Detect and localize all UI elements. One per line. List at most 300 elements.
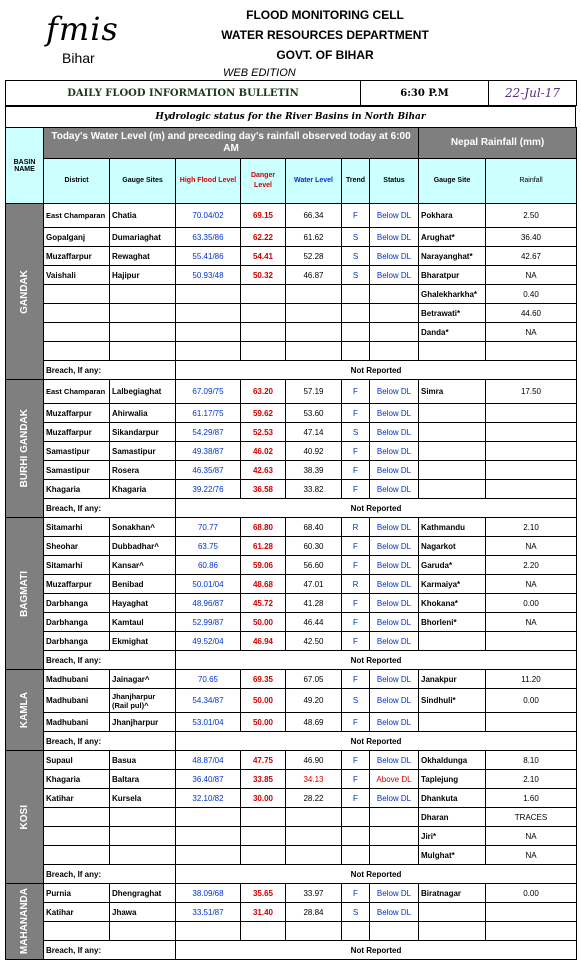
danger-level-cell: 45.72 xyxy=(241,594,286,613)
water-level-cell xyxy=(286,323,342,342)
high-flood-level-cell: 63.75 xyxy=(176,537,241,556)
danger-level-cell: 59.62 xyxy=(241,404,286,423)
rainfall-cell xyxy=(486,922,577,941)
water-level-cell xyxy=(286,285,342,304)
high-flood-level-cell: 49.38/87 xyxy=(176,442,241,461)
danger-level-cell: 68.80 xyxy=(241,518,286,537)
gauge-site-cell: Khagaria xyxy=(110,480,176,499)
water-level-cell xyxy=(286,304,342,323)
gauge-sites-header: Gauge Sites xyxy=(110,159,176,204)
danger-level-cell: 42.63 xyxy=(241,461,286,480)
water-level-cell: 67.05 xyxy=(286,670,342,689)
status-cell: Above DL xyxy=(370,770,419,789)
water-level-col-header: Water Level xyxy=(286,159,342,204)
gauge-site-cell: Dubbadhar^ xyxy=(110,537,176,556)
nepal-gauge-cell: Dharan xyxy=(419,808,486,827)
danger-level-cell: 48.68 xyxy=(241,575,286,594)
district-cell: Vaishali xyxy=(44,266,110,285)
gauge-site-cell: Hayaghat xyxy=(110,594,176,613)
status-cell: Below DL xyxy=(370,689,419,713)
water-level-cell: 56.60 xyxy=(286,556,342,575)
table-row xyxy=(6,670,577,689)
breach-row xyxy=(6,499,577,518)
nepal-gauge-cell: Arughat* xyxy=(419,228,486,247)
trend-cell: F xyxy=(342,204,370,228)
status-cell xyxy=(370,285,419,304)
status-cell: Below DL xyxy=(370,442,419,461)
danger-level-cell xyxy=(241,922,286,941)
status-cell: Below DL xyxy=(370,575,419,594)
nepal-gauge-cell: Nagarkot xyxy=(419,537,486,556)
high-flood-level-cell: 70.77 xyxy=(176,518,241,537)
high-flood-level-cell: 61.17/75 xyxy=(176,404,241,423)
table-row xyxy=(6,342,577,361)
danger-level-cell xyxy=(241,342,286,361)
nepal-gauge-cell xyxy=(419,480,486,499)
district-cell xyxy=(44,323,110,342)
breach-value: Not Reported xyxy=(176,941,577,960)
danger-level-cell: 50.00 xyxy=(241,689,286,713)
danger-level-cell: 35.65 xyxy=(241,884,286,903)
nepal-gauge-cell: Mulghat* xyxy=(419,846,486,865)
rainfall-cell xyxy=(486,903,577,922)
table-row xyxy=(6,827,577,846)
gauge-site-cell: Chatia xyxy=(110,204,176,228)
water-level-cell: 60.30 xyxy=(286,537,342,556)
district-header: District xyxy=(44,159,110,204)
water-level-cell: 61.62 xyxy=(286,228,342,247)
high-flood-level-cell: 39.22/76 xyxy=(176,480,241,499)
trend-cell xyxy=(342,827,370,846)
rainfall-cell: NA xyxy=(486,827,577,846)
district-cell: Darbhanga xyxy=(44,594,110,613)
breach-value: Not Reported xyxy=(176,361,577,380)
district-cell: Darbhanga xyxy=(44,632,110,651)
table-row xyxy=(6,247,577,266)
table-row xyxy=(6,613,577,632)
basin-name-header: BASIN NAME xyxy=(6,128,44,204)
water-level-cell: 42.50 xyxy=(286,632,342,651)
water-level-cell: 33.82 xyxy=(286,480,342,499)
nepal-gauge-cell: Danda* xyxy=(419,323,486,342)
nepal-gauge-cell: Okhaldunga xyxy=(419,751,486,770)
high-flood-level-cell xyxy=(176,846,241,865)
status-cell xyxy=(370,304,419,323)
trend-cell: F xyxy=(342,537,370,556)
rainfall-cell: 0.00 xyxy=(486,594,577,613)
water-level-cell xyxy=(286,342,342,361)
gauge-site-cell: Kamtaul xyxy=(110,613,176,632)
district-cell: Darbhanga xyxy=(44,613,110,632)
trend-cell: F xyxy=(342,461,370,480)
status-cell: Below DL xyxy=(370,423,419,442)
gauge-site-cell: Jhanjharpur xyxy=(110,713,176,732)
breach-label: Breach, If any: xyxy=(44,361,176,380)
district-cell: Sitamarhi xyxy=(44,556,110,575)
status-cell xyxy=(370,323,419,342)
table-row xyxy=(6,423,577,442)
table-row xyxy=(6,922,577,941)
trend-cell: F xyxy=(342,789,370,808)
high-flood-level-cell: 33.51/87 xyxy=(176,903,241,922)
table-row xyxy=(6,204,577,228)
water-level-cell: 33.97 xyxy=(286,884,342,903)
high-flood-level-cell xyxy=(176,808,241,827)
high-flood-level-cell: 48.96/87 xyxy=(176,594,241,613)
table-row xyxy=(6,575,577,594)
high-flood-level-cell: 70.65 xyxy=(176,670,241,689)
rainfall-cell: 0.00 xyxy=(486,689,577,713)
district-cell: Khagaria xyxy=(44,770,110,789)
high-flood-level-cell: 32.10/82 xyxy=(176,789,241,808)
trend-cell: S xyxy=(342,266,370,285)
trend-cell: F xyxy=(342,613,370,632)
district-cell: Madhubani xyxy=(44,689,110,713)
table-row xyxy=(6,846,577,865)
rainfall-cell: NA xyxy=(486,613,577,632)
district-cell: Muzaffarpur xyxy=(44,404,110,423)
district-cell xyxy=(44,922,110,941)
gauge-site-cell: Sonakhan^ xyxy=(110,518,176,537)
gauge-site-cell: Kursela xyxy=(110,789,176,808)
rainfall-cell: 2.10 xyxy=(486,518,577,537)
nepal-gauge-cell: Bhorleni* xyxy=(419,613,486,632)
status-cell: Below DL xyxy=(370,380,419,404)
status-cell: Below DL xyxy=(370,247,419,266)
high-flood-level-cell xyxy=(176,922,241,941)
status-cell: Below DL xyxy=(370,903,419,922)
flood-table xyxy=(5,127,577,960)
table-row xyxy=(6,713,577,732)
district-cell: Samastipur xyxy=(44,461,110,480)
trend-cell: F xyxy=(342,380,370,404)
breach-value: Not Reported xyxy=(176,651,577,670)
basin-name: GANDAK xyxy=(19,269,30,314)
high-flood-level-cell xyxy=(176,342,241,361)
trend-cell xyxy=(342,846,370,865)
gauge-site-cell: Baltara xyxy=(110,770,176,789)
water-level-cell: 28.84 xyxy=(286,903,342,922)
rainfall-cell: NA xyxy=(486,537,577,556)
water-level-cell: 57.19 xyxy=(286,380,342,404)
high-flood-level-cell xyxy=(176,827,241,846)
rainfall-cell: NA xyxy=(486,266,577,285)
high-flood-level-cell: 36.40/87 xyxy=(176,770,241,789)
gauge-site-cell xyxy=(110,285,176,304)
table-row xyxy=(6,789,577,808)
rainfall-cell: 0.00 xyxy=(486,884,577,903)
status-cell xyxy=(370,922,419,941)
water-level-cell xyxy=(286,846,342,865)
district-cell: East Champaran xyxy=(44,204,110,228)
breach-row xyxy=(6,941,577,960)
water-level-cell: 47.14 xyxy=(286,423,342,442)
high-flood-level-cell: 46.35/87 xyxy=(176,461,241,480)
table-row xyxy=(6,461,577,480)
trend-cell: F xyxy=(342,556,370,575)
district-cell: Madhubani xyxy=(44,713,110,732)
bulletin-title-bar xyxy=(5,80,577,106)
high-flood-level-cell: 55.41/86 xyxy=(176,247,241,266)
danger-level-cell xyxy=(241,285,286,304)
high-flood-level-cell xyxy=(176,304,241,323)
trend-cell: F xyxy=(342,713,370,732)
breach-row xyxy=(6,361,577,380)
breach-label: Breach, If any: xyxy=(44,499,176,518)
status-cell: Below DL xyxy=(370,632,419,651)
danger-level-cell: 47.75 xyxy=(241,751,286,770)
basin-name: BAGMATI xyxy=(19,570,30,617)
district-cell: Muzaffarpur xyxy=(44,575,110,594)
table-row xyxy=(6,884,577,903)
status-cell: Below DL xyxy=(370,228,419,247)
nepal-gauge-cell xyxy=(419,903,486,922)
danger-level-cell xyxy=(241,846,286,865)
breach-label: Breach, If any: xyxy=(44,941,176,960)
gauge-site-cell: Samastipur xyxy=(110,442,176,461)
breach-label: Breach, If any: xyxy=(44,651,176,670)
gauge-site-cell xyxy=(110,342,176,361)
status-cell xyxy=(370,846,419,865)
basin-name: BURHI GANDAK xyxy=(19,409,30,488)
breach-row xyxy=(6,651,577,670)
table-row xyxy=(6,404,577,423)
danger-level-cell: 46.94 xyxy=(241,632,286,651)
water-level-cell: 68.40 xyxy=(286,518,342,537)
district-cell: Sheohar xyxy=(44,537,110,556)
trend-cell: F xyxy=(342,442,370,461)
status-cell: Below DL xyxy=(370,537,419,556)
high-flood-level-cell: 50.93/48 xyxy=(176,266,241,285)
danger-level-cell xyxy=(241,808,286,827)
rainfall-cell xyxy=(486,461,577,480)
trend-cell: F xyxy=(342,404,370,423)
status-cell: Below DL xyxy=(370,556,419,575)
trend-cell: F xyxy=(342,751,370,770)
district-cell xyxy=(44,304,110,323)
nepal-gauge-cell xyxy=(419,404,486,423)
gauge-site-cell: Benibad xyxy=(110,575,176,594)
nepal-gauge-cell xyxy=(419,632,486,651)
rainfall-cell: NA xyxy=(486,575,577,594)
rainfall-cell: 1.60 xyxy=(486,789,577,808)
table-row xyxy=(6,285,577,304)
district-cell xyxy=(44,846,110,865)
rainfall-cell: NA xyxy=(486,846,577,865)
gauge-site-cell: Lalbegiaghat xyxy=(110,380,176,404)
basin-name-cell xyxy=(6,884,44,960)
rainfall-cell xyxy=(486,480,577,499)
gauge-site-cell: Jhawa xyxy=(110,903,176,922)
table-row xyxy=(6,808,577,827)
table-row xyxy=(6,304,577,323)
high-flood-level-cell: 53.01/04 xyxy=(176,713,241,732)
danger-level-cell: 54.41 xyxy=(241,247,286,266)
nepal-gauge-cell: Karmaiya* xyxy=(419,575,486,594)
table-row xyxy=(6,537,577,556)
water-level-cell: 34.13 xyxy=(286,770,342,789)
rainfall-cell: 11.20 xyxy=(486,670,577,689)
district-cell: Supaul xyxy=(44,751,110,770)
danger-level-cell: 61.28 xyxy=(241,537,286,556)
status-cell: Below DL xyxy=(370,404,419,423)
nepal-gauge-cell xyxy=(419,342,486,361)
trend-cell xyxy=(342,285,370,304)
district-cell: Katihar xyxy=(44,903,110,922)
status-cell: Below DL xyxy=(370,670,419,689)
danger-level-cell: 46.02 xyxy=(241,442,286,461)
status-cell: Below DL xyxy=(370,204,419,228)
district-cell xyxy=(44,342,110,361)
high-flood-level-cell: 54.29/87 xyxy=(176,423,241,442)
trend-cell: S xyxy=(342,423,370,442)
water-level-cell: 48.69 xyxy=(286,713,342,732)
org-line-1: FLOOD MONITORING CELL xyxy=(246,8,404,22)
gauge-site-cell xyxy=(110,808,176,827)
rainfall-cell: 2.50 xyxy=(486,204,577,228)
table-row xyxy=(6,556,577,575)
nepal-gauge-cell: Dhankuta xyxy=(419,789,486,808)
status-cell xyxy=(370,827,419,846)
high-flood-level-cell xyxy=(176,285,241,304)
danger-level-cell xyxy=(241,827,286,846)
water-level-cell: 53.60 xyxy=(286,404,342,423)
bulletin-date: 22-Jul-17 xyxy=(489,81,577,106)
org-line-3: GOVT. OF BIHAR xyxy=(276,48,374,62)
basin-name-cell xyxy=(6,518,44,670)
status-cell: Below DL xyxy=(370,713,419,732)
water-level-cell xyxy=(286,827,342,846)
water-level-cell: 46.87 xyxy=(286,266,342,285)
status-cell: Below DL xyxy=(370,884,419,903)
district-cell: Gopalganj xyxy=(44,228,110,247)
water-level-cell xyxy=(286,808,342,827)
table-row xyxy=(6,751,577,770)
nepal-gauge-cell: Ghalekharkha* xyxy=(419,285,486,304)
rainfall-cell: TRACES xyxy=(486,808,577,827)
breach-row xyxy=(6,865,577,884)
breach-value: Not Reported xyxy=(176,499,577,518)
gauge-site-cell: Dumariaghat xyxy=(110,228,176,247)
rainfall-cell: 2.10 xyxy=(486,770,577,789)
high-flood-level-cell: 48.87/04 xyxy=(176,751,241,770)
gauge-site-cell xyxy=(110,304,176,323)
trend-cell: F xyxy=(342,884,370,903)
gauge-site-cell: Sikandarpur xyxy=(110,423,176,442)
rainfall-cell: 36.40 xyxy=(486,228,577,247)
nepal-gauge-cell xyxy=(419,713,486,732)
basin-name-cell xyxy=(6,751,44,884)
nepal-gauge-cell xyxy=(419,423,486,442)
basin-name-cell xyxy=(6,204,44,380)
water-level-cell: 46.90 xyxy=(286,751,342,770)
nepal-gauge-cell: Sindhuli* xyxy=(419,689,486,713)
district-cell: Sitamarhi xyxy=(44,518,110,537)
gauge-site-cell xyxy=(110,827,176,846)
table-row xyxy=(6,632,577,651)
status-header: Status xyxy=(370,159,419,204)
trend-cell: R xyxy=(342,575,370,594)
trend-cell xyxy=(342,323,370,342)
danger-level-cell xyxy=(241,304,286,323)
nepal-gauge-cell: Betrawati* xyxy=(419,304,486,323)
water-level-header: Today's Water Level (m) and preceding day's rainfall observed today at 6:00 AM xyxy=(44,128,419,159)
danger-level-cell: 33.85 xyxy=(241,770,286,789)
water-level-cell: 49.20 xyxy=(286,689,342,713)
rainfall-cell: 17.50 xyxy=(486,380,577,404)
district-cell: Samastipur xyxy=(44,442,110,461)
danger-level-header: Danger Level xyxy=(241,159,286,204)
breach-label: Breach, If any: xyxy=(44,732,176,751)
gauge-site-cell xyxy=(110,323,176,342)
gauge-site-cell: Jhanjharpur (Rail pul)^ xyxy=(110,689,176,713)
breach-value: Not Reported xyxy=(176,865,577,884)
trend-cell xyxy=(342,304,370,323)
nepal-gauge-cell: Janakpur xyxy=(419,670,486,689)
danger-level-cell: 69.35 xyxy=(241,670,286,689)
nepal-gauge-cell xyxy=(419,442,486,461)
trend-cell: S xyxy=(342,689,370,713)
bulletin-title: DAILY FLOOD INFORMATION BULLETIN xyxy=(6,81,361,106)
basin-name: MAHANANDA xyxy=(19,888,30,955)
high-flood-level-cell: 60.86 xyxy=(176,556,241,575)
nepal-gauge-cell: Biratnagar xyxy=(419,884,486,903)
subtitle: Hydrologic status for the River Basins in North Bihar xyxy=(6,107,576,128)
table-row xyxy=(6,266,577,285)
gauge-site-cell: Dhengraghat xyxy=(110,884,176,903)
status-cell: Below DL xyxy=(370,613,419,632)
rainfall-header: Rainfall xyxy=(486,159,577,204)
gauge-site-cell xyxy=(110,922,176,941)
high-flood-level-cell: 50.01/04 xyxy=(176,575,241,594)
nepal-gauge-cell: Khokana* xyxy=(419,594,486,613)
water-level-cell: 40.92 xyxy=(286,442,342,461)
rainfall-cell: 42.67 xyxy=(486,247,577,266)
high-flood-level-cell: 38.09/68 xyxy=(176,884,241,903)
trend-cell: S xyxy=(342,903,370,922)
fmis-logo: fmis xyxy=(46,10,119,48)
bulletin-time: 6:30 P.M xyxy=(361,81,489,106)
nepal-gauge-cell xyxy=(419,461,486,480)
rainfall-cell: 2.20 xyxy=(486,556,577,575)
gauge-site-cell: Ahirwalia xyxy=(110,404,176,423)
nepal-gauge-cell: Simra xyxy=(419,380,486,404)
water-level-cell: 52.28 xyxy=(286,247,342,266)
high-flood-level-cell xyxy=(176,323,241,342)
nepal-gauge-cell: Taplejung xyxy=(419,770,486,789)
rainfall-cell xyxy=(486,423,577,442)
gauge-site-cell: Ekmighat xyxy=(110,632,176,651)
status-cell: Below DL xyxy=(370,751,419,770)
high-flood-level-cell: 70.04/02 xyxy=(176,204,241,228)
high-flood-level-cell: 63.35/86 xyxy=(176,228,241,247)
rainfall-cell: 8.10 xyxy=(486,751,577,770)
gauge-site-cell: Rosera xyxy=(110,461,176,480)
status-cell: Below DL xyxy=(370,266,419,285)
rainfall-cell: 44.60 xyxy=(486,304,577,323)
nepal-gauge-cell xyxy=(419,922,486,941)
danger-level-cell: 63.20 xyxy=(241,380,286,404)
water-level-cell: 66.34 xyxy=(286,204,342,228)
rainfall-cell xyxy=(486,404,577,423)
rainfall-cell xyxy=(486,442,577,461)
rainfall-cell xyxy=(486,632,577,651)
danger-level-cell: 52.53 xyxy=(241,423,286,442)
trend-cell: F xyxy=(342,770,370,789)
water-level-cell: 38.39 xyxy=(286,461,342,480)
district-cell: Purnia xyxy=(44,884,110,903)
gauge-site-cell: Basua xyxy=(110,751,176,770)
